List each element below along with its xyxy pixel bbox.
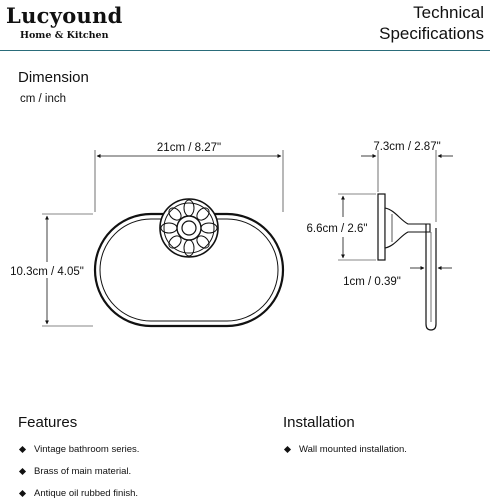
height-label: 10.3cm / 4.05" (10, 266, 84, 278)
features-title: Features (18, 414, 78, 431)
page-title-line2: Specifications (379, 24, 484, 43)
feature-item: Brass of main material. (18, 460, 139, 482)
base-height-label: 6.6cm / 2.6" (306, 223, 368, 235)
bullet-diamond-icon (19, 467, 26, 474)
installation-list (283, 438, 407, 460)
bullet-diamond-icon (284, 445, 291, 452)
page-title-line1: Technical (413, 3, 484, 22)
ornate-wall-mount-rosette (160, 199, 218, 257)
width-label: 21cm / 8.27" (156, 142, 222, 154)
towel-ring-side-view (378, 194, 436, 330)
height-dimension (10, 214, 93, 326)
dimension-units: cm / inch (20, 93, 67, 105)
bullet-diamond-icon (19, 445, 26, 452)
brand-tagline: Home & Kitchen (20, 30, 109, 41)
base-height-dimension (307, 194, 376, 260)
thickness-label: 1cm / 0.39" (343, 276, 401, 288)
dimension-title: Dimension (18, 69, 89, 86)
depth-dimension (361, 141, 453, 222)
feature-item: Vintage bathroom series. (18, 438, 139, 460)
brand-name: Lucyound (6, 3, 123, 28)
bullet-diamond-icon (19, 489, 26, 496)
installation-item: Wall mounted installation. (283, 438, 407, 460)
feature-item: Antique oil rubbed finish. (18, 482, 139, 504)
installation-title: Installation (283, 414, 355, 431)
features-list (18, 438, 139, 504)
depth-label: 7.3cm / 2.87" (373, 141, 441, 153)
